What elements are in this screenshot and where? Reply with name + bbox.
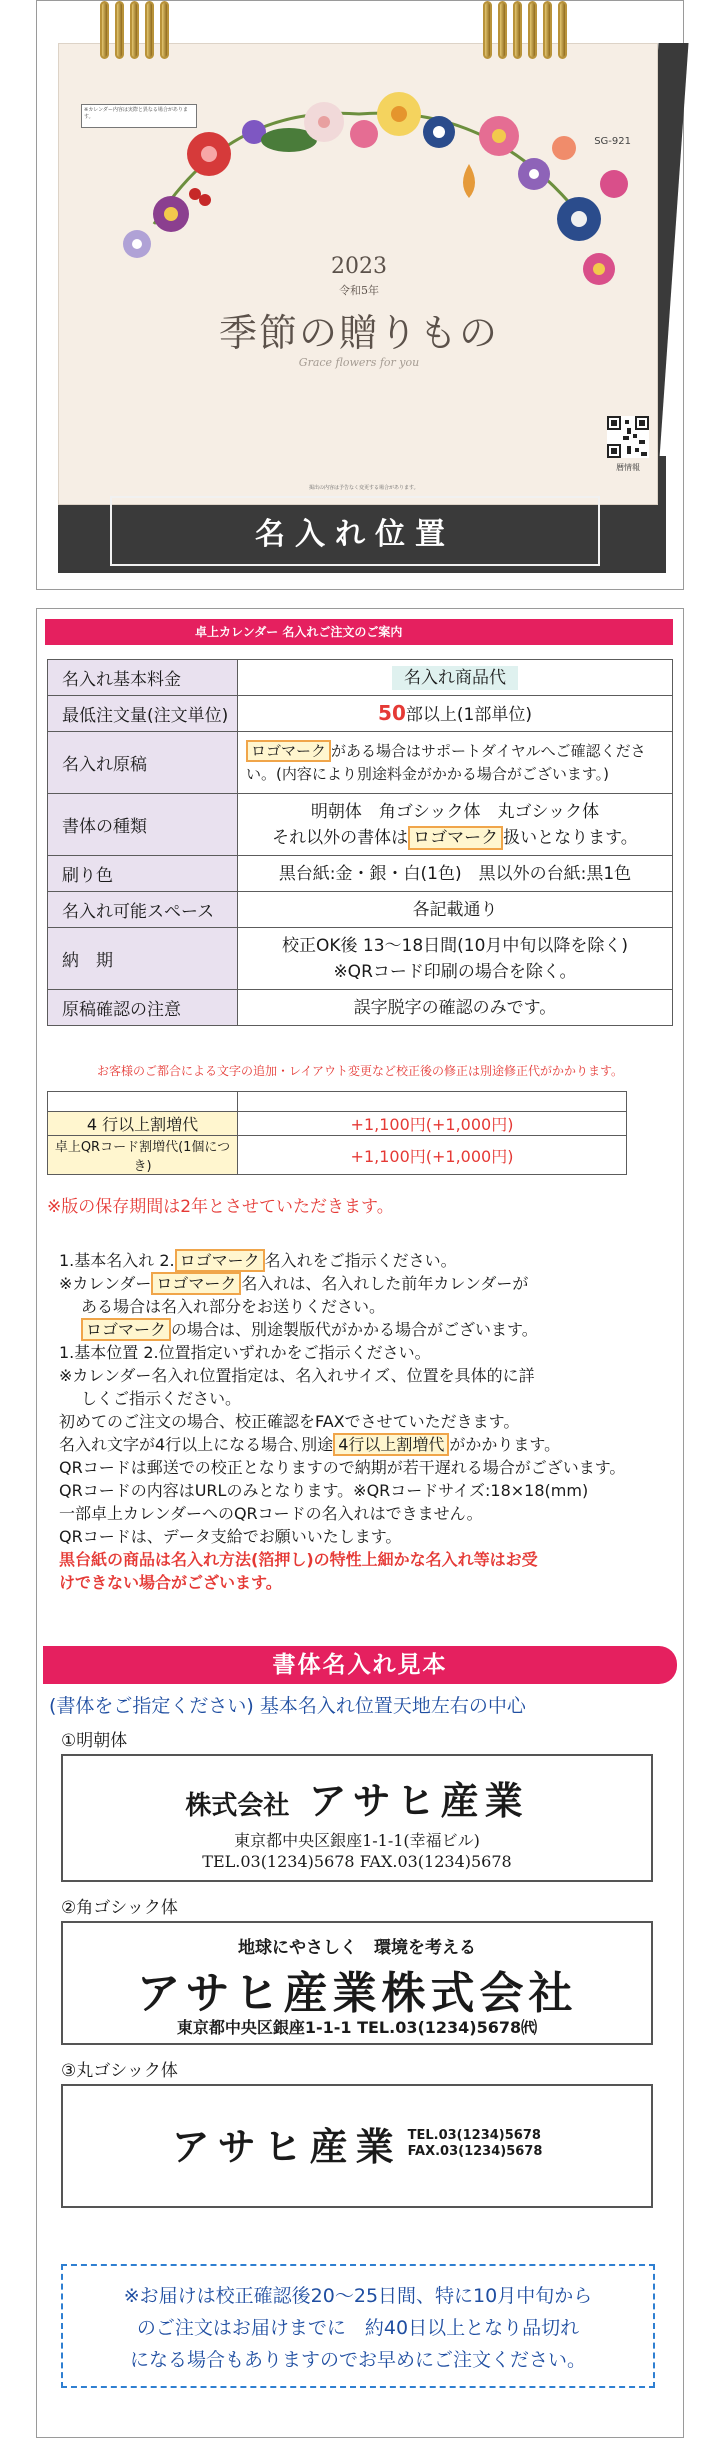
row-value: 黒台紙:金・銀・白(1色) 黒以外の台紙:黒1色 [238,856,673,892]
maru-gothic-sample [61,2084,653,2208]
mincho-label: ①明朝体 [61,1731,128,1751]
calendar-footnote: 掲出の内容は予告なく変更する場合があります。 [309,485,419,491]
qr-code-icon [607,416,649,458]
calendar-reiwa: 令和5年 [339,284,379,297]
maru-gothic-label: ③丸ゴシック体 [61,2061,178,2081]
list-item: ※カレンダー名入れ位置指定は、名入れサイズ、位置を具体的に詳 [59,1366,535,1385]
table-row [48,1092,627,1112]
row-value: 50部以上(1部単位) [238,696,673,732]
plate-retention-note: ※版の保存期間は2年とさせていただきます。 [47,1197,394,1217]
table-row [48,660,673,696]
list-item: 一部卓上カレンダーへのQRコードの名入れはできません。 [59,1504,483,1523]
table-row [48,794,673,856]
list-item: ある場合は名入れ部分をお送りください。 [81,1297,386,1316]
spec-table [47,659,673,1026]
row-value: +1,100円(+1,000円) [238,1136,627,1175]
mincho-address: 東京都中央区銀座1-1-1(幸福ビル) [234,1831,480,1850]
list-item: ロゴマーク の場合は、別途製版代がかかる場合がございます。 [59,1318,669,1341]
list-item: 黒台紙の商品は名入れ方法(箔押し)の特性上細かな名入れ等はお受 [59,1550,538,1569]
mincho-tel: TEL.03(1234)5678 FAX.03(1234)5678 [202,1852,512,1871]
maru-contact: TEL.03(1234)5678 FAX.03(1234)5678 [407,2127,543,2159]
row-label: 書体の種類 [48,794,238,856]
name-position-label: 名入れ位置 [255,517,455,552]
calendar-page [58,43,658,505]
row-value: 誤字脱字の確認のみです。 [238,990,673,1026]
row-label: 4 行以上割増代 [48,1112,238,1136]
kaku-address: 東京都中央区銀座1-1-1 TEL.03(1234)5678㈹ [176,2018,538,2037]
qr-label: 暦情報 [616,463,640,472]
row-label: 卓上QRコード割増代(1個につき) [48,1136,238,1175]
calendar-note: ※カレンダー内容は実際と異なる場合があります。 [81,104,197,128]
table-row [48,856,673,892]
table-row [48,696,673,732]
list-item: 1.基本名入れ 2. ロゴマーク 名入れをご指示ください。 [59,1251,457,1270]
list-item: QRコードの内容はURLのみとなります。※QRコードサイズ:18×18(mm) [59,1481,589,1500]
flower-wreath-illustration [59,44,659,344]
row-label: 原稿確認の注意 [48,990,238,1026]
list-item: 初めてのご注文の場合、校正確認をFAXでさせていただきます。 [59,1412,520,1431]
revision-fee-notice: お客様のご都合による文字の追加・レイアウト変更など校正後の修正は別途修正代がかかります。 [96,1064,624,1078]
list-item: 名入れ文字が4行以上になる場合､別途 4行以上割増代 がかかります。 [59,1435,561,1454]
delivery-notice: ※お届けは校正確認後20〜25日間、特に10月中旬から のご注文はお届けまでに 約40日以上となり品切れ になる場合もありますのでお早めにご注文ください。 [61,2264,655,2388]
row-value: +1,100円(+1,000円) [238,1112,627,1136]
mincho-company: 株式会社 アサヒ産業 [185,1778,529,1823]
list-item: しくご指示ください。 [81,1389,242,1408]
table-row [48,1136,627,1175]
kaku-gothic-label: ②角ゴシック体 [61,1898,178,1918]
kaku-slogan: 地球にやさしく 環境を考える [238,1938,476,1958]
maru-content [63,2116,651,2171]
row-label: 最低注文量(注文単位) [48,696,238,732]
kaku-company: アサヒ産業株式会社 [136,1968,578,2019]
order-info-panel [36,608,684,2438]
calendar-sku: SG-921 [594,136,631,147]
calendar-product [58,1,666,573]
calendar-year: 2023 [331,254,387,279]
row-value: 名入れ商品代 [238,660,673,696]
table-row [48,1112,627,1136]
list-item: QRコードは、データ支給でお願いいたします。 [59,1527,402,1546]
surcharge-table [47,1091,627,1175]
table-row [48,892,673,928]
font-samples-subtitle: (書体をご指定ください) 基本名入れ位置天地左右の中心 [49,1695,526,1717]
name-position-box [110,496,600,566]
row-value: 明朝体 角ゴシック体 丸ゴシック体 それ以外の書体は ロゴマーク 扱いとなります。 [238,794,673,856]
kaku-gothic-sample [61,1921,653,2045]
mincho-sample [61,1754,653,1882]
row-label: 刷り色 [48,856,238,892]
table-row [48,732,673,794]
row-label: 名入れ可能スペース [48,892,238,928]
row-value: 各記載通り [238,892,673,928]
calendar-image [36,0,684,590]
table-row [48,990,673,1026]
maru-company: アサヒ産業 [171,2125,402,2169]
list-item: けできない場合がございます。 [59,1573,282,1592]
font-samples-title: 書体名入れ見本 [43,1646,677,1684]
calendar-title: 季節の贈りもの [218,311,499,355]
row-label: 名入れ基本料金 [48,660,238,696]
row-value: ロゴマーク がある場合はサポートダイヤルへご確認ください。(内容により別途料金がかかる場合がございます。) [238,732,673,794]
order-notes [59,1249,669,1594]
list-item: 1.基本位置 2.位置指定いずれかをご指示ください。 [59,1343,431,1362]
list-item: ※カレンダー ロゴマーク 名入れは、名入れした前年カレンダーが [59,1274,529,1293]
row-label: 名入れ原稿 [48,732,238,794]
row-value: 校正OK後 13〜18日間(10月中旬以降を除く) ※QRコード印刷の場合を除く。 [238,928,673,990]
binding-rings-left [100,1,169,59]
list-item: QRコードは郵送での校正となりますので納期が若干遅れる場合がございます。 [59,1458,626,1477]
table-row [48,928,673,990]
calendar-tagline: Grace flowers for you [298,356,420,369]
binding-rings-right [483,1,567,59]
row-label: 納 期 [48,928,238,990]
order-guide-banner: 卓上カレンダー 名入れご注文のご案内 [45,619,673,645]
